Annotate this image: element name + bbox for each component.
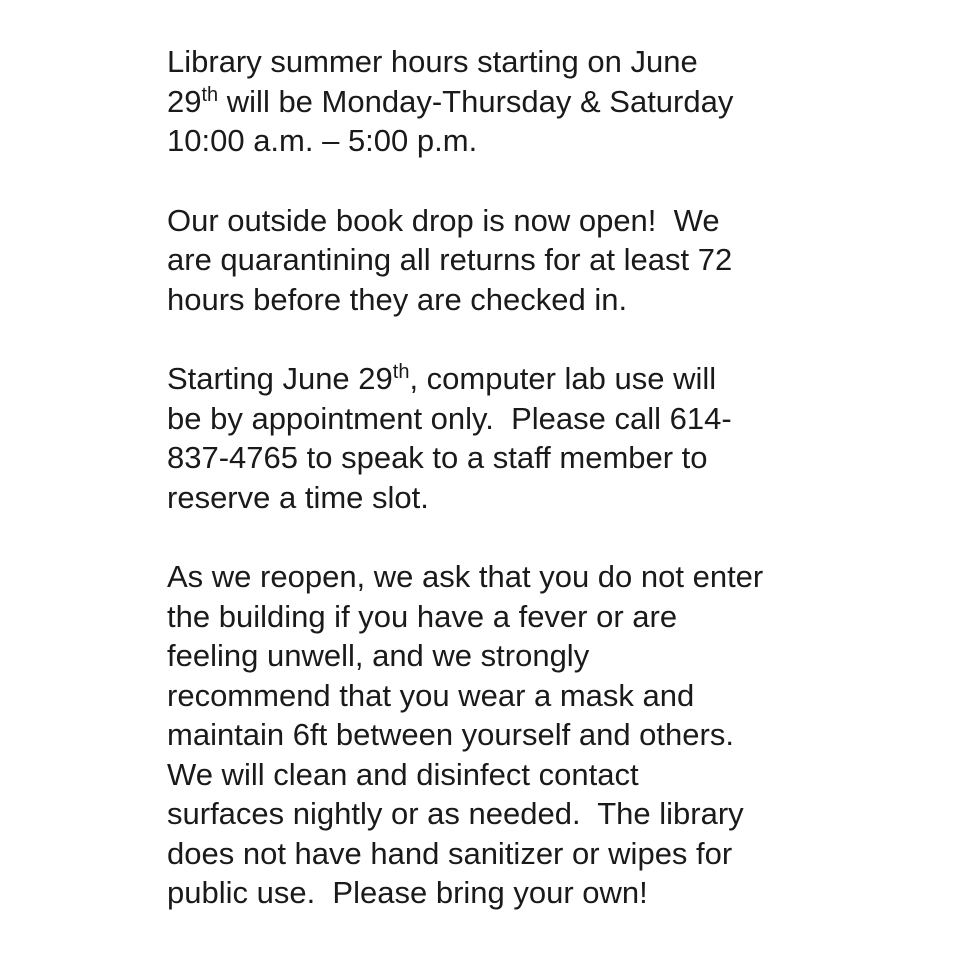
text-line: As we reopen, we ask that you do not enter: [167, 559, 764, 594]
text-line: maintain 6ft between yourself and others.: [167, 717, 734, 752]
text-line: does not have hand sanitizer or wipes for: [167, 835, 733, 871]
reopen-guidelines-paragraph: [167, 557, 947, 913]
text-line: hours before they are checked in.: [167, 281, 628, 317]
date-number: 29: [167, 83, 202, 119]
book-drop-paragraph: [167, 201, 947, 320]
text-line: [167, 359, 947, 399]
ordinal-suffix: th: [392, 361, 410, 383]
text-line: [167, 82, 947, 122]
text-line: reserve a time slot.: [167, 479, 429, 515]
text-line: feeling unwell, and we strongly: [167, 638, 590, 673]
text-line: Library summer hours starting on June: [167, 44, 698, 79]
library-notice: [167, 42, 947, 913]
text-line: recommend that you wear a mask and: [167, 677, 695, 713]
summer-hours-paragraph: [167, 42, 947, 161]
text-line: 10:00 a.m. – 5:00 p.m.: [167, 123, 478, 158]
text-line: the building if you have a fever or are: [167, 598, 678, 634]
text-line: Our outside book drop is now open! We: [167, 202, 720, 238]
text-fragment: , computer lab use will: [409, 361, 717, 396]
text-fragment: Starting June 29: [167, 361, 393, 396]
text-line: surfaces nightly or as needed. The library: [167, 796, 744, 831]
computer-lab-paragraph: [167, 359, 947, 517]
text-line: 837-4765 to speak to a staff member to: [167, 440, 708, 475]
text-line: We will clean and disinfect contact: [167, 756, 639, 792]
text-line: be by appointment only. Please call 614-: [167, 400, 732, 436]
text-fragment: will be Monday-Thursday & Saturday: [218, 83, 734, 119]
text-line: are quarantining all returns for at least 72: [167, 242, 733, 277]
ordinal-suffix: th: [201, 83, 219, 106]
text-line: public use. Please bring your own!: [167, 875, 648, 910]
